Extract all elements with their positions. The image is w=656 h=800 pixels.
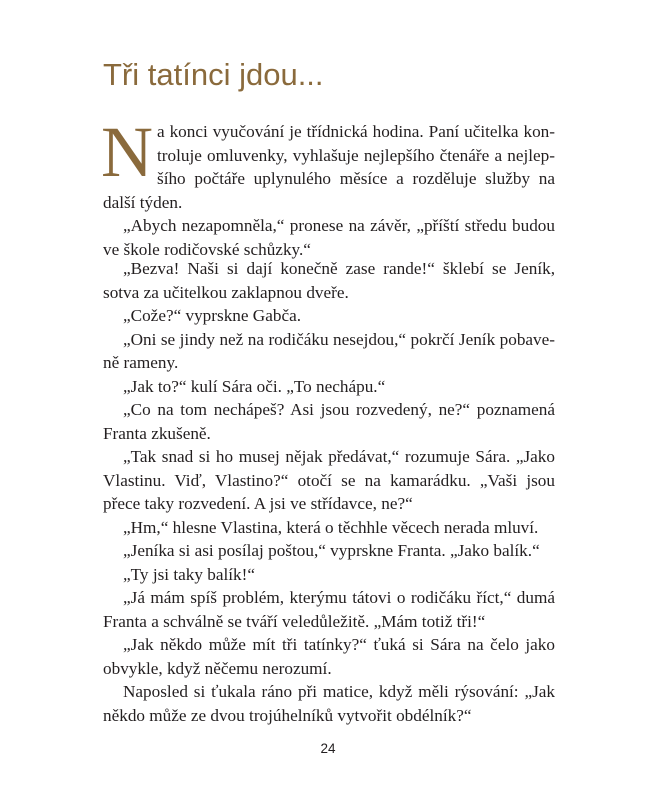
paragraph: „Cože?“ vyprskne Gabča. xyxy=(123,306,301,325)
paragraph: „Tak snad si ho musej nějak předávat,“ rozumuje Sára. „Jako Vlastinu. Viď, Vlastino?“ otočí se na kamarádku. „Vaši jsou přece taky rozvedení. A jsi ve střídavce, ne?“ xyxy=(103,447,555,513)
paragraph: „Co na tom nechápeš? Asi jsou rozvedený, ne?“ poznamená Franta zkušeně. xyxy=(103,400,555,443)
paragraph: „Abych nezapomněla,“ pronese na závěr, „příští středu budou ve škole rodičovské schůzky.“ xyxy=(103,216,555,259)
drop-cap: N xyxy=(101,112,153,192)
paragraph: „Jeníka si asi posílaj poštou,“ vyprskne Franta. „Jako balík.“ xyxy=(123,541,540,560)
paragraph: „Já mám spíš problém, kterýmu tátovi o rodičáku říct,“ dumá Franta a schválně se tváří veledůležitě. „Mám totiž tři!“ xyxy=(103,588,555,631)
paragraph: „Jak to?“ kulí Sára oči. „To nechápu.“ xyxy=(123,376,386,396)
opening-paragraph-text: a konci vyučování je třídnická hodina. Paní učitelka kontroluje omluvenky, vyhlašuje nejlepšího čtenáře a nejlepšího počtáře uplynulého měsíce a rozděluje služby na další týden. xyxy=(103,122,555,212)
opening-section xyxy=(101,112,555,261)
paragraph: „Jak někdo může mít tři tatínky?“ ťuká si Sára na čelo jako obvykle, když něčemu nerozumí. xyxy=(103,635,555,678)
paragraph: Naposled si ťukala ráno při matice, když měli rýsování: „Jak někdo může ze dvou trojúhelníků vytvořit obdélník?“ xyxy=(103,682,555,725)
paragraph: „Oni se jindy než na rodičáku nesejdou,“ pokrčí Jeník pobaveně rameny. xyxy=(103,329,555,372)
opening-paragraph xyxy=(101,112,555,214)
page-number: 24 xyxy=(320,741,336,756)
paragraph: „Bezva! Naši si dají konečně zase rande!“ šklebí se Jeník, sotva za učitelkou zaklapnou dveře. xyxy=(103,259,555,302)
chapter-title: Tři tatínci jdou... xyxy=(103,57,324,92)
dialogue-section xyxy=(103,257,555,727)
paragraph: „Ty jsi taky balík!“ xyxy=(123,564,255,584)
paragraph: „Hm,“ hlesne Vlastina, která o těchhle věcech nerada mluví. xyxy=(123,517,539,537)
